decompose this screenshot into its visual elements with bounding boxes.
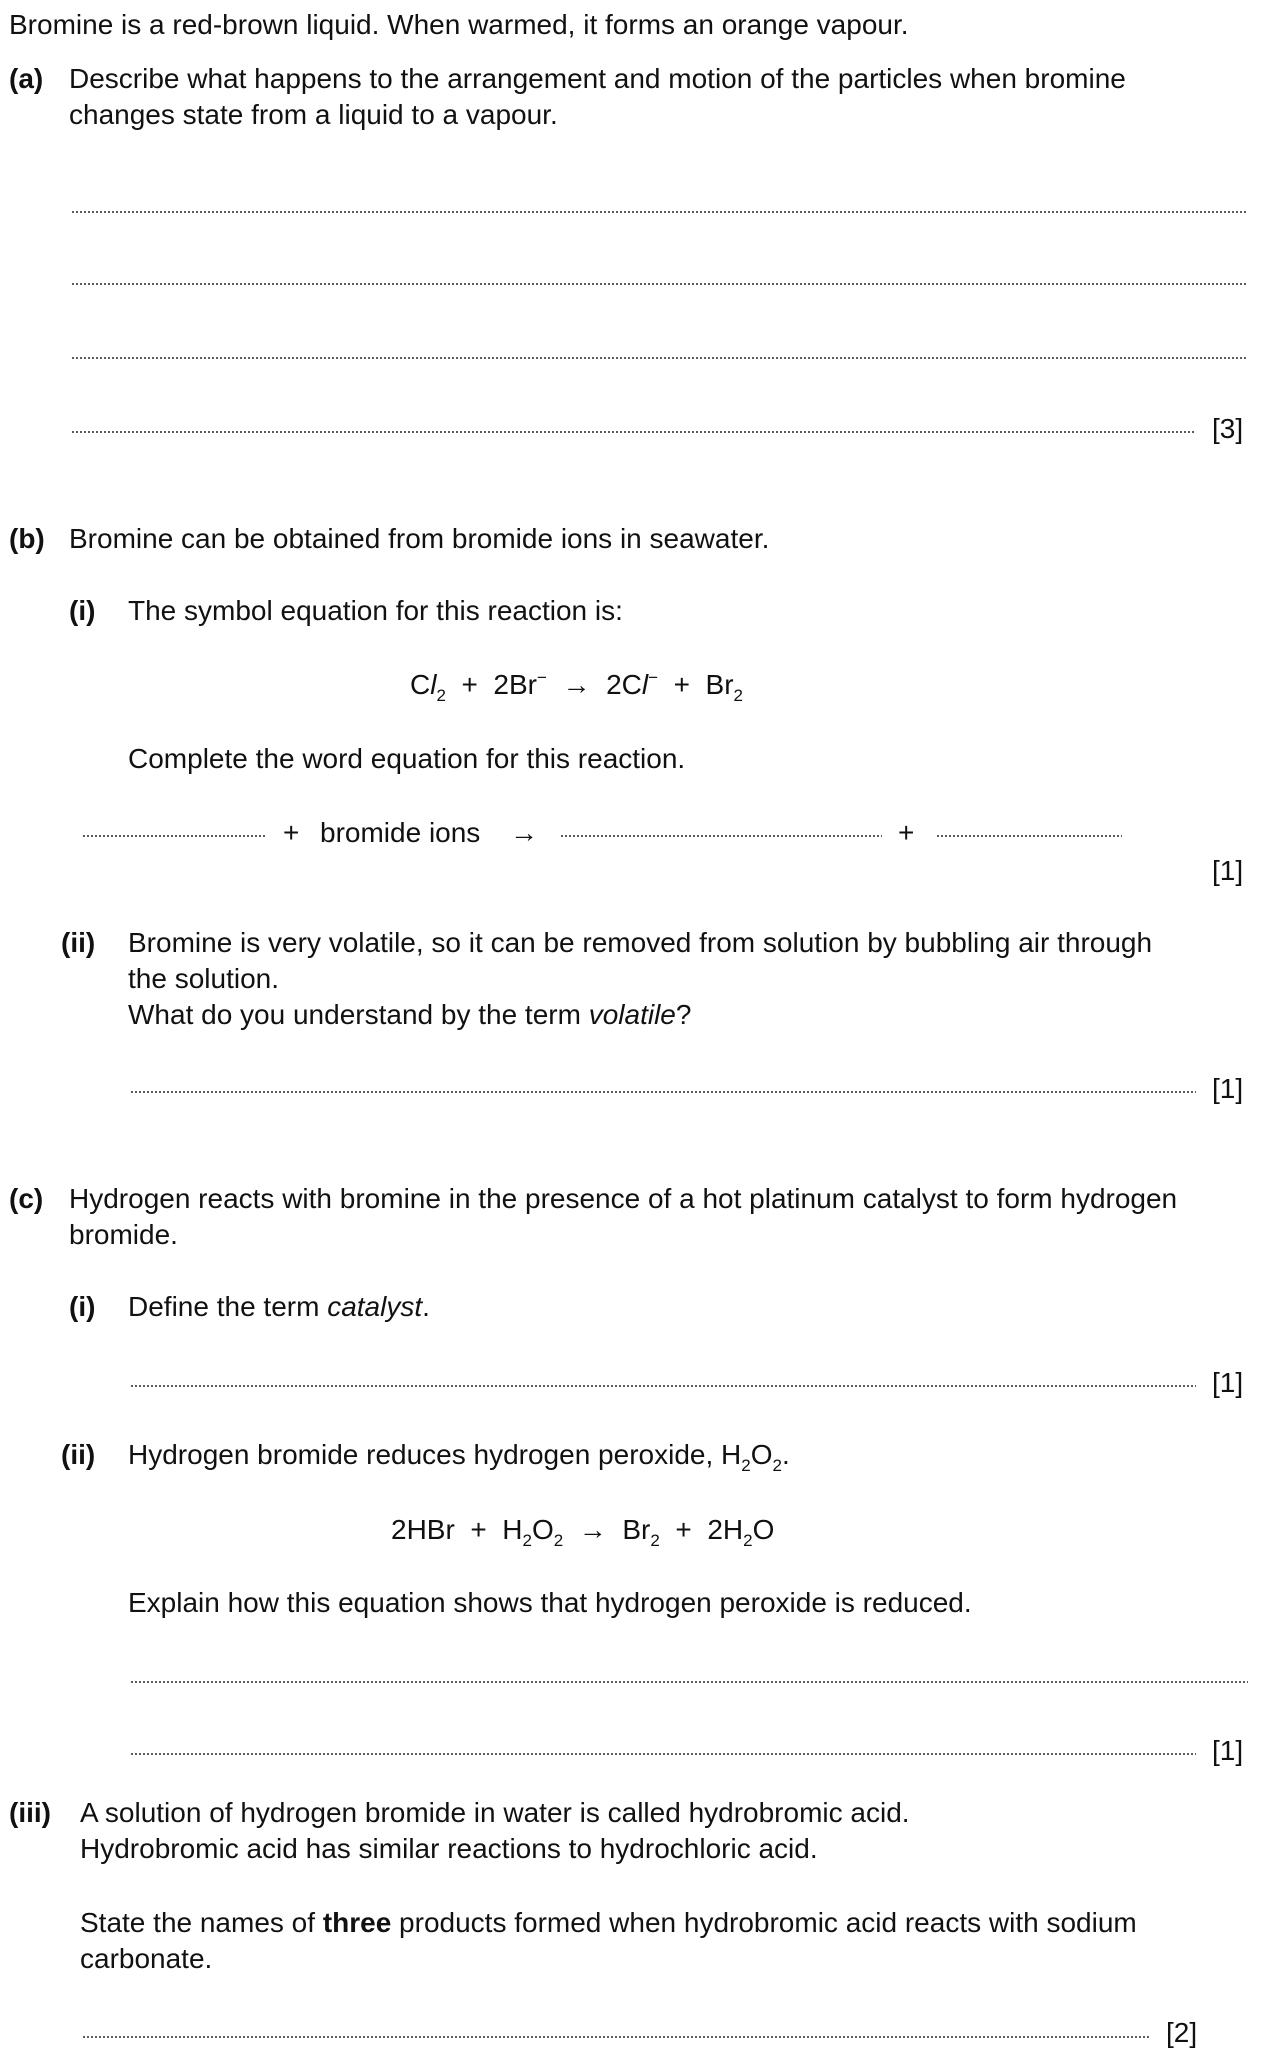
marks-c-iii: [2] xyxy=(1166,2017,1198,2048)
peroxide-equation: $2HBr + H_2O_2 \to Br_2 + 2H_2O$ xyxy=(391,1514,775,1550)
part-c-ii-instruction: Explain how this equation shows that hydrogen peroxide is reduced. xyxy=(128,1587,972,1618)
part-b-i-text: The symbol equation for this reaction is: xyxy=(128,595,623,626)
word-equation-instruction: Complete the word equation for this reaction. xyxy=(128,743,686,774)
part-b-ii-line2: the solution. xyxy=(128,963,279,994)
part-b-ii-label: (ii) xyxy=(61,927,96,958)
part-c-iii-line2: Hydrobromic acid has similar reactions to hydrochloric acid. xyxy=(80,1833,818,1864)
answer-line-a4[interactable] xyxy=(71,430,1196,434)
part-b-ii-line1: Bromine is very volatile, so it can be removed from solution by bubbling air through xyxy=(128,927,1153,958)
symbol-equation: $Cl_2 + 2Br^- \to 2Cl^- + Br_2$ xyxy=(410,668,743,705)
part-c-ii-label: (ii) xyxy=(61,1439,96,1470)
answer-line-c-iii[interactable] xyxy=(82,2035,1150,2039)
answer-line-a2[interactable] xyxy=(71,282,1248,286)
part-b-label: (b) xyxy=(9,523,45,554)
answer-line-c-ii-2[interactable] xyxy=(130,1752,1196,1756)
word-eq-bromide-ions: bromide ions xyxy=(320,817,481,848)
part-a-label: (a) xyxy=(9,63,44,94)
answer-line-a1[interactable] xyxy=(71,210,1248,214)
part-c-line2: bromide. xyxy=(69,1219,178,1250)
word-eq-blank-1[interactable] xyxy=(82,834,266,838)
part-c-iii-line4: carbonate. xyxy=(80,1943,213,1974)
word-eq-blank-2[interactable] xyxy=(560,834,882,838)
part-c-ii-text: Hydrogen bromide reduces hydrogen peroxide, $H_2O_2$. xyxy=(128,1439,790,1475)
part-a-question-line2: changes state from a liquid to a vapour. xyxy=(69,99,558,130)
intro-text: Bromine is a red-brown liquid. When warmed, it forms an orange vapour. xyxy=(9,9,909,40)
marks-a: [3] xyxy=(1212,413,1244,444)
part-c-i-label: (i) xyxy=(69,1291,96,1322)
word-eq-blank-3[interactable] xyxy=(936,834,1122,838)
part-c-line1: Hydrogen reacts with bromine in the presence of a hot platinum catalyst to form hydrogen xyxy=(69,1183,1178,1214)
part-c-iii-label: (iii) xyxy=(9,1797,51,1828)
marks-c-ii: [1] xyxy=(1212,1735,1244,1766)
answer-line-c-i[interactable] xyxy=(130,1384,1196,1388)
part-c-i-text: Define the term catalyst. xyxy=(128,1291,430,1322)
word-eq-arrow: → xyxy=(510,817,538,848)
word-eq-plus-1: + xyxy=(283,817,300,848)
part-c-iii-line3: State the names of three products formed when hydrobromic acid reacts with sodium xyxy=(80,1907,1137,1938)
part-a-question-line1: Describe what happens to the arrangement and motion of the particles when bromine xyxy=(69,63,1126,94)
part-b-text: Bromine can be obtained from bromide ions in seawater. xyxy=(69,523,770,554)
answer-line-b-ii[interactable] xyxy=(130,1090,1196,1094)
marks-b-i: [1] xyxy=(1212,855,1244,886)
answer-line-a3[interactable] xyxy=(71,356,1248,360)
part-c-iii-line1: A solution of hydrogen bromide in water is called hydrobromic acid. xyxy=(80,1797,910,1828)
part-b-ii-line3: What do you understand by the term volatile? xyxy=(128,999,692,1030)
part-c-label: (c) xyxy=(9,1183,44,1214)
answer-line-c-ii-1[interactable] xyxy=(130,1680,1248,1684)
marks-c-i: [1] xyxy=(1212,1367,1244,1398)
part-b-i-label: (i) xyxy=(69,595,96,626)
word-eq-plus-2: + xyxy=(898,817,915,848)
marks-b-ii: [1] xyxy=(1212,1073,1244,1104)
